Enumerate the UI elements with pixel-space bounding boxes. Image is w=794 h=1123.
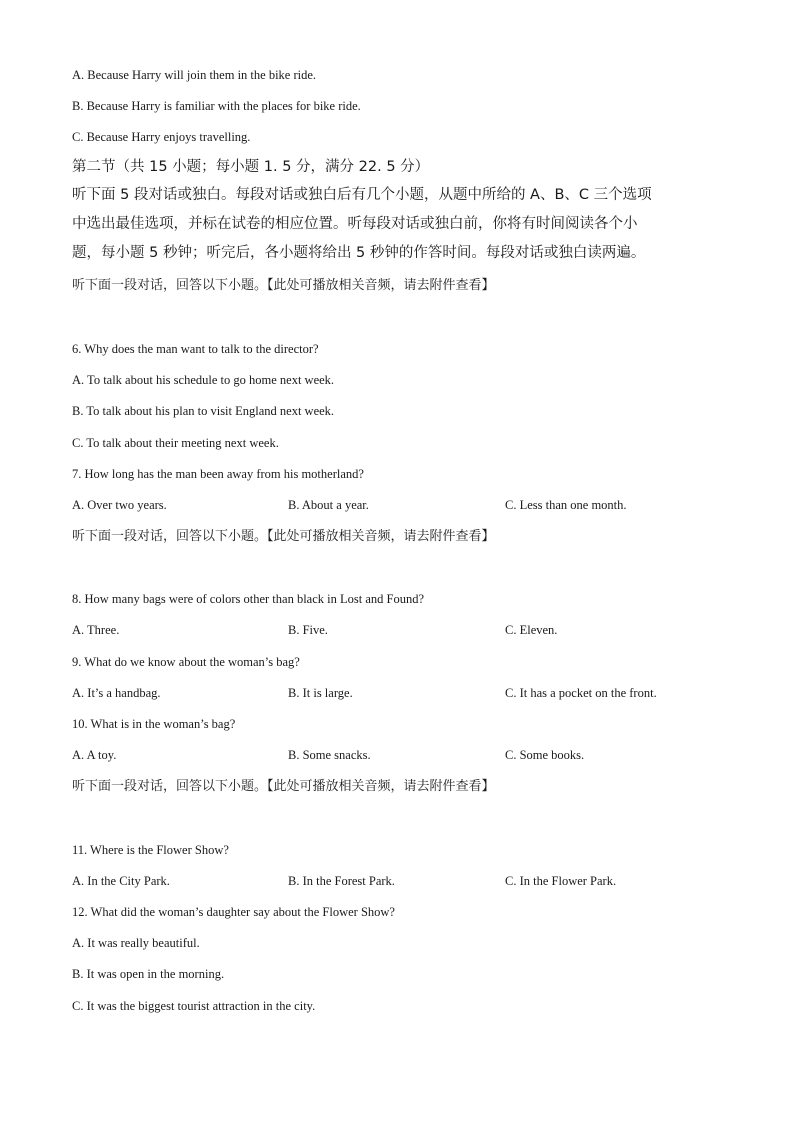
q11-option-b: B. In the Forest Park. [288, 874, 395, 888]
q11-option-a: A. In the City Park. [72, 874, 170, 888]
q10-option-c: C. Some books. [505, 748, 585, 762]
section-instruction-line-2: 中选出最佳选项，并标在试卷的相应位置。听每段对话或独白前，你将有时间阅读各个小 [72, 216, 638, 232]
q5-option-b: B. Because Harry is familiar with the places for bike ride. [72, 99, 361, 113]
q9-option-a: A. It’s a handbag. [72, 686, 161, 700]
q12-option-b: B. It was open in the morning. [72, 967, 225, 981]
audio-note: 听下面一段对话，回答以下小题。【此处可播放相关音频，请去附件查看】 [72, 779, 495, 794]
q7-option-b: B. About a year. [288, 498, 369, 512]
q6-option-b: B. To talk about his plan to visit England next week. [72, 404, 335, 418]
q5-option-a: A. Because Harry will join them in the bike ride. [72, 68, 317, 82]
q7-option-a: A. Over two years. [72, 498, 167, 512]
audio-note: 听下面一段对话，回答以下小题。【此处可播放相关音频，请去附件查看】 [72, 278, 495, 293]
q11-stem: 11. Where is the Flower Show? [72, 843, 229, 857]
section-title: 第二节（共 15 小题；每小题 1. 5 分，满分 22. 5 分） [72, 159, 430, 175]
q8-option-c: C. Eleven. [505, 623, 558, 637]
q6-option-c: C. To talk about their meeting next week. [72, 436, 279, 450]
q6-option-a: A. To talk about his schedule to go home next week. [72, 373, 335, 387]
q8-option-a: A. Three. [72, 623, 120, 637]
q5-option-c: C. Because Harry enjoys travelling. [72, 130, 251, 144]
section-instruction-line-1: 听下面 5 段对话或独白。每段对话或独白后有几个小题，从题中所给的 A、B、C 三个选项 [72, 187, 652, 203]
q10-option-a: A. A toy. [72, 748, 117, 762]
q10-stem: 10. What is in the woman’s bag? [72, 717, 236, 731]
q7-option-c: C. Less than one month. [505, 498, 627, 512]
q7-stem: 7. How long has the man been away from his motherland? [72, 467, 364, 481]
q12-stem: 12. What did the woman’s daughter say about the Flower Show? [72, 905, 395, 919]
q9-stem: 9. What do we know about the woman’s bag? [72, 655, 300, 669]
q9-option-b: B. It is large. [288, 686, 353, 700]
q6-stem: 6. Why does the man want to talk to the director? [72, 342, 319, 356]
audio-note: 听下面一段对话，回答以下小题。【此处可播放相关音频，请去附件查看】 [72, 529, 495, 544]
q8-option-b: B. Five. [288, 623, 328, 637]
q10-option-b: B. Some snacks. [288, 748, 371, 762]
q11-option-c: C. In the Flower Park. [505, 874, 617, 888]
q9-option-c: C. It has a pocket on the front. [505, 686, 657, 700]
section-instruction-line-3: 题，每小题 5 秒钟；听完后，各小题将给出 5 秒钟的作答时间。每段对话或独白读两遍。 [72, 245, 646, 261]
q12-option-a: A. It was really beautiful. [72, 936, 200, 950]
q12-option-c: C. It was the biggest tourist attraction in the city. [72, 999, 316, 1013]
q8-stem: 8. How many bags were of colors other than black in Lost and Found? [72, 592, 425, 606]
